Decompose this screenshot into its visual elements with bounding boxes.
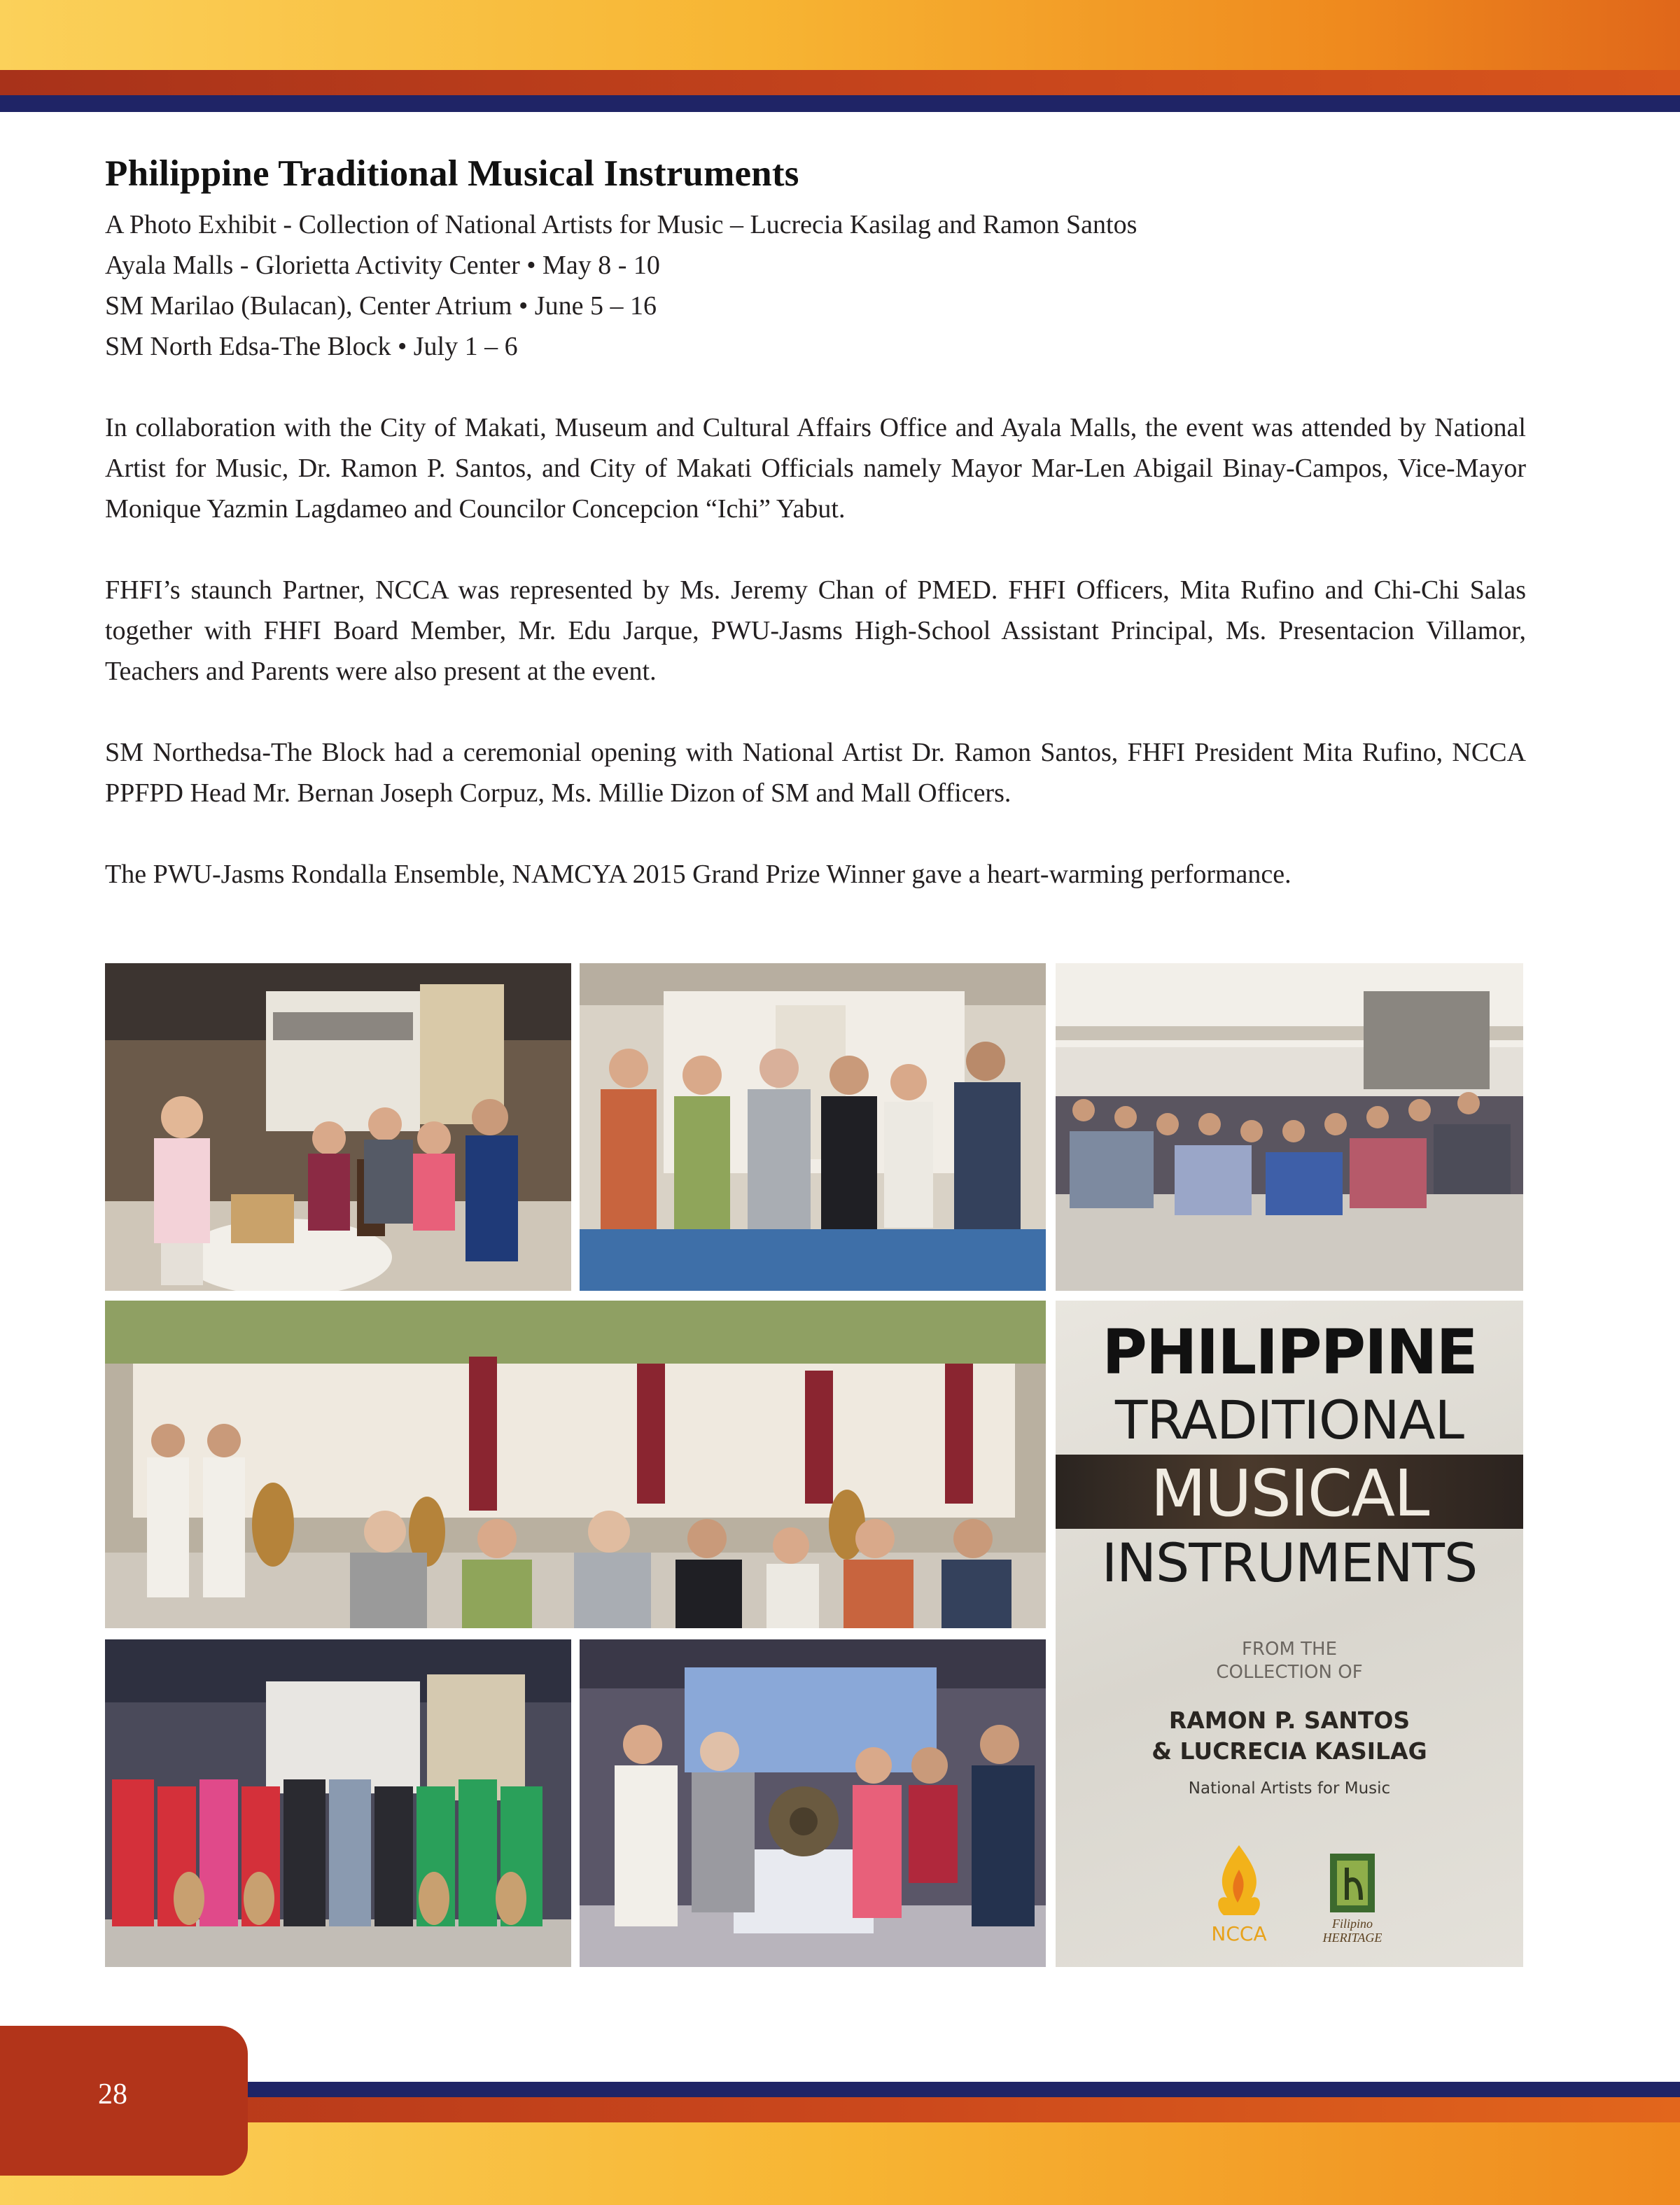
paragraph-ncca: FHFI’s staunch Partner, NCCA was represented by Ms. Jeremy Chan of PMED. FHFI Officers, Mita Rufino and Chi-Chi Salas together with FHFI Board Member, Mr. Edu Jarque, PWU-Jasms High-School Assistant Principal, Ms. Presentacion Villamor, Teachers and Parents were also present at the event.	[105, 575, 1526, 686]
venue-line-ayala: Ayala Malls - Glorietta Activity Center • May 8 - 10	[105, 251, 660, 280]
poster-from-collection: FROM THE COLLECTION OF	[1216, 1639, 1363, 1683]
poster-title-line-3: MUSICAL	[1150, 1456, 1429, 1531]
header-gold-band	[0, 0, 1680, 70]
paragraph-rondalla: The PWU-Jasms Rondalla Ensemble, NAMCYA 2015 Grand Prize Winner gave a heart-warming performance.	[105, 860, 1292, 889]
footer-red-band	[0, 2097, 1680, 2122]
heritage-logo-text: Filipino HERITAGE	[1322, 1917, 1382, 1945]
poster-subtitle: National Artists for Music	[1188, 1779, 1391, 1798]
venue-line-marilao: SM Marilao (Bulacan), Center Atrium • June 5 – 16	[105, 291, 657, 321]
venue-line-north-edsa: SM North Edsa-The Block • July 1 – 6	[105, 332, 518, 361]
footer-navy-band	[0, 2082, 1680, 2097]
photo-students-costume	[105, 1639, 571, 1967]
header-navy-band	[0, 95, 1680, 112]
photo-officials-group	[580, 963, 1046, 1291]
event-info	[105, 204, 1526, 367]
poster-title-line-1: PHILIPPINE	[1102, 1316, 1477, 1388]
paragraph-makati: In collaboration with the City of Makati, Museum and Cultural Affairs Office and Ayala Malls, the event was attended by National Artist for Music, Dr. Ramon P. Santos, and City of Makati Officials namely Mayor Mar-Len Abigail Binay-Campos, Vice-Mayor Monique Yazmin Lagdameo and Councilor Concepcion “Ichi” Yabut.	[105, 413, 1526, 524]
page-number: 28	[98, 2078, 127, 2110]
exhibit-poster	[1056, 1301, 1523, 1967]
poster-artist-names: RAMON P. SANTOS & LUCRECIA KASILAG	[1152, 1707, 1427, 1765]
photo-rondalla-ensemble	[105, 1301, 1046, 1628]
photo-exhibit-instruments	[105, 963, 571, 1291]
page-title: Philippine Traditional Musical Instruments	[105, 153, 799, 194]
header-red-band	[0, 70, 1680, 95]
photo-audience	[1056, 963, 1523, 1291]
poster-title-line-4: INSTRUMENTS	[1101, 1532, 1478, 1594]
photo-gong-opening	[580, 1639, 1046, 1967]
exhibit-line: A Photo Exhibit - Collection of National Artists for Music – Lucrecia Kasilag and Ramon Santos	[105, 210, 1138, 239]
poster-title-line-2: TRADITIONAL	[1115, 1389, 1464, 1451]
footer-gold-band	[0, 2122, 1680, 2205]
ncca-logo-text: NCCA	[1211, 1922, 1267, 1945]
paragraph-north-edsa: SM Northedsa-The Block had a ceremonial opening with National Artist Dr. Ramon Santos, FHFI President Mita Rufino, NCCA PPFPD Head Mr. Bernan Joseph Corpuz, Ms. Millie Dizon of SM and Mall Officers.	[105, 738, 1526, 808]
